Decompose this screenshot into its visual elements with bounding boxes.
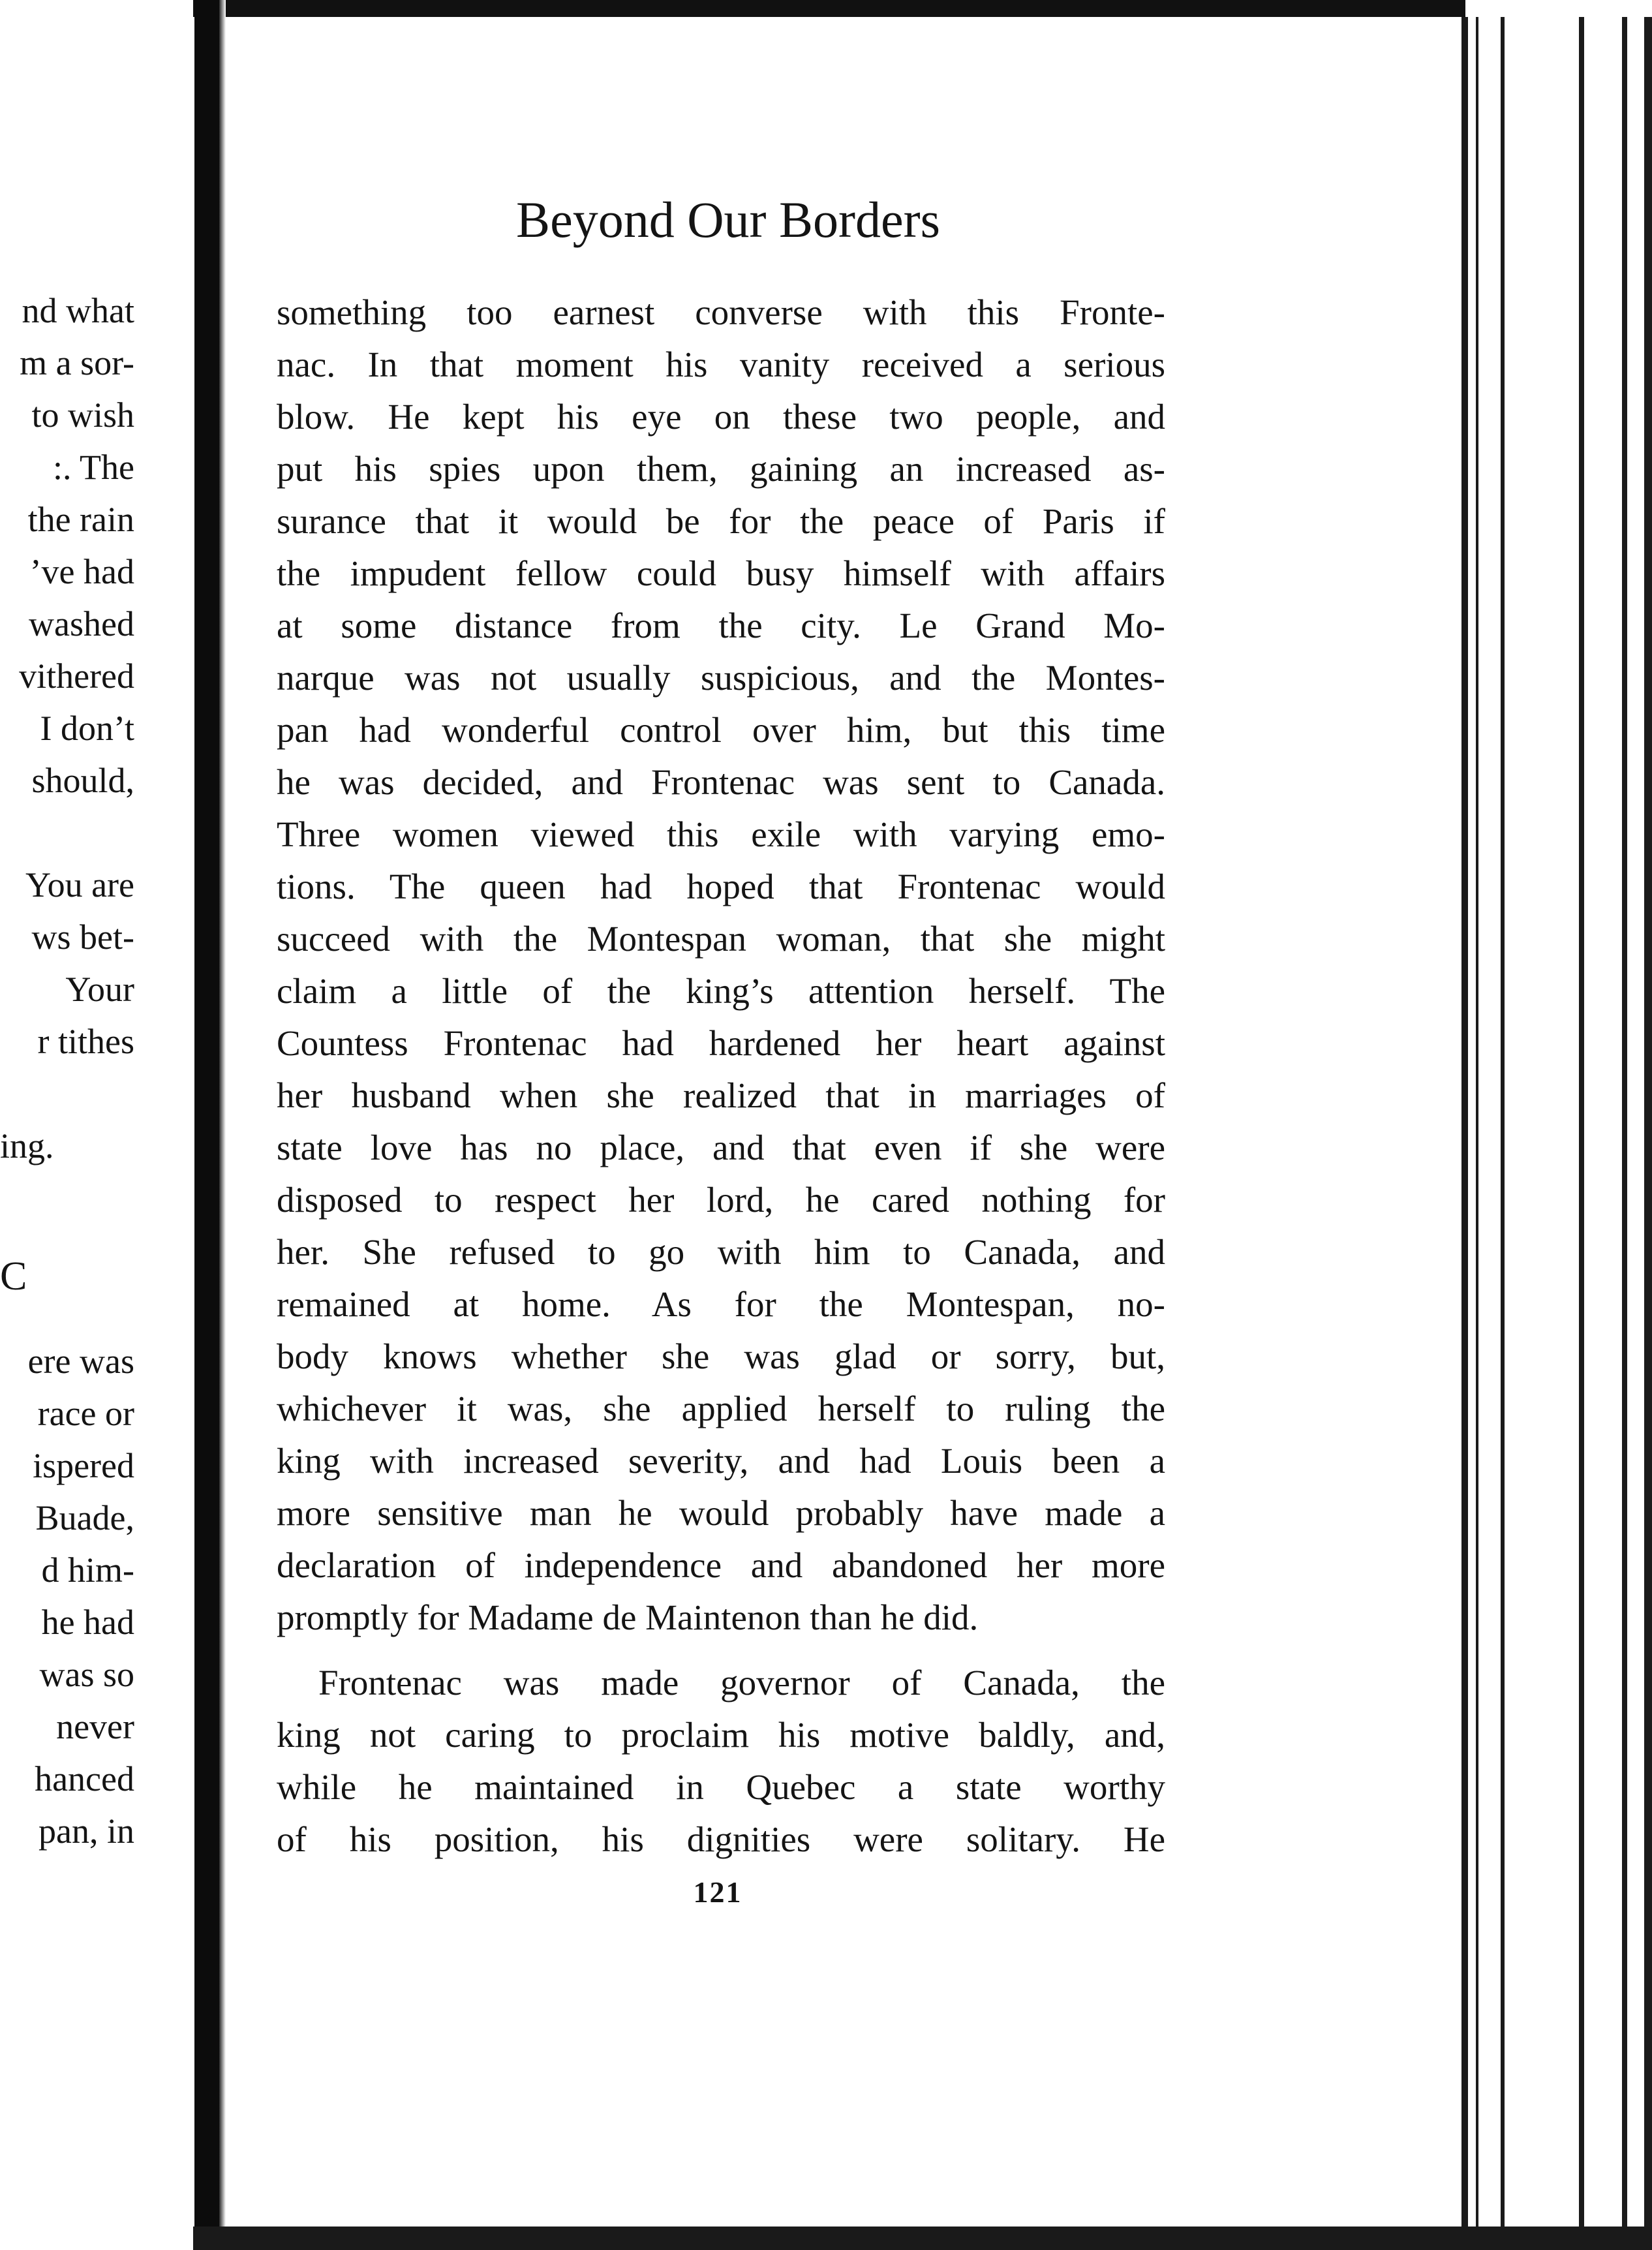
body-text-line: something too earnest converse with this Fronte- [277,292,1165,332]
body-text-line: surance that it would be for the peace of Paris if [277,501,1165,541]
page-edge-line [1644,17,1652,2227]
left-page-line: race or [37,1394,134,1433]
body-text-line: disposed to respect her lord, he cared nothing for [277,1180,1165,1220]
left-page-line: never [56,1707,134,1746]
body-text-line: of his position, his dignities were solitary. He [277,1819,1165,1859]
body-text-line: narque was not usually suspicious, and the Montes- [277,658,1165,698]
body-text-line: blow. He kept his eye on these two people, and [277,397,1165,437]
body-text-line: whichever it was, she applied herself to ruling the [277,1389,1165,1428]
body-text-line: promptly for Madame de Maintenon than he did. [277,1597,979,1637]
page-edge-line [1579,17,1584,2227]
left-page-line: ispered [33,1446,134,1485]
body-text-line: claim a little of the king’s attention herself. The [277,971,1165,1011]
body-text-line: nac. In that moment his vanity received a serious [277,345,1165,384]
page-edge-line [1501,17,1505,2227]
left-page-line: pan, in [38,1811,134,1851]
running-head: Beyond Our Borders [516,191,940,248]
left-page-line: I don’t [40,709,134,748]
left-page-line: was so [39,1655,134,1694]
left-page-line: d him- [41,1550,134,1590]
body-text-line: pan had wonderful control over him, but this time [277,710,1165,750]
left-page-line: to wish [31,395,134,435]
left-page-line: Your [65,970,134,1009]
left-page-line: the rain [27,500,134,539]
body-text-line: body knows whether she was glad or sorry, but, [277,1336,1165,1376]
body-text-line: king with increased severity, and had Louis been a [277,1441,1165,1481]
body-text-line: tions. The queen had hoped that Frontenac would [277,867,1165,906]
left-page-line: hanced [35,1759,134,1798]
body-text-line: Frontenac was made governor of Canada, the [318,1663,1165,1703]
left-page-line: C [0,1254,27,1299]
page-edge-line [1622,17,1627,2227]
book-gutter [194,0,222,2250]
left-page-line: ’ve had [29,552,134,591]
body-text-line: declaration of independence and abandoned her more [277,1545,1165,1585]
body-text-line: succeed with the Montespan woman, that she might [277,919,1165,959]
body-text-line: he was decided, and Frontenac was sent to Canada. [277,762,1165,802]
body-text-line: Three women viewed this exile with varying emo- [277,814,1165,854]
gutter-shadow [219,0,226,2250]
page-edge-line [1476,17,1478,2227]
left-page-line: ing. [0,1126,54,1165]
left-page-line: m a sor- [20,343,134,382]
left-facing-page [0,0,196,2250]
scan-bottom-border [193,2227,1652,2250]
left-page-line: ws bet- [31,917,134,957]
left-page-line: :. The [53,448,134,487]
body-text-line: Countess Frontenac had hardened her heart against [277,1023,1165,1063]
scan-top-border [193,0,1465,17]
body-text-line: put his spies upon them, gaining an increased as- [277,449,1165,489]
body-text-line: her. She refused to go with him to Canada, and [277,1232,1165,1272]
left-page-line: nd what [22,291,134,330]
left-page-line: vithered [19,656,134,696]
body-text-line: while he maintained in Quebec a state worthy [277,1767,1165,1807]
left-page-line: ere was [27,1342,134,1381]
body-text-line: king not caring to proclaim his motive baldly, and, [277,1715,1165,1755]
left-page-line: he had [41,1603,134,1642]
page-edges [1461,17,1652,2227]
body-text-line: remained at home. As for the Montespan, no- [277,1284,1165,1324]
page-number: 121 [693,1875,742,1909]
body-text-line: at some distance from the city. Le Grand Mo- [277,606,1165,645]
body-text-line: the impudent fellow could busy himself with affairs [277,553,1165,593]
left-page-line: should, [31,761,134,800]
left-page-line: Buade, [35,1498,134,1537]
left-page-line: r tithes [37,1022,134,1061]
body-text-line: state love has no place, and that even if she were [277,1128,1165,1167]
page-edge-line [1461,17,1468,2227]
body-text-line: her husband when she realized that in marriages of [277,1075,1165,1115]
left-page-line: washed [29,604,134,643]
body-text-line: more sensitive man he would probably have made a [277,1493,1165,1533]
left-page-line: You are [25,865,134,904]
